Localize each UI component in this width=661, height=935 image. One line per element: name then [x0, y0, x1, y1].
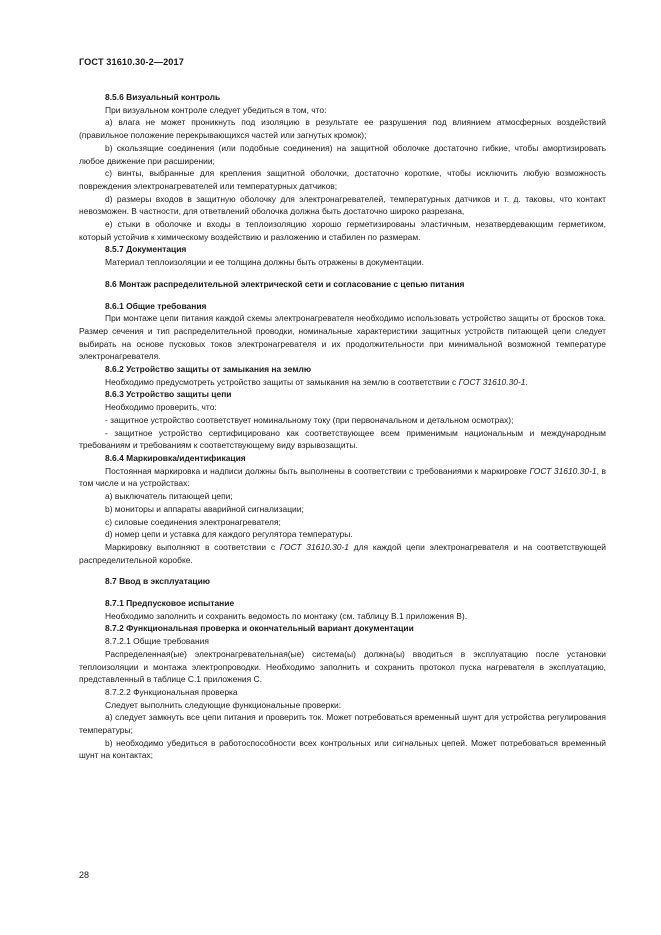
- section-heading-8-6-2: 8.6.2 Устройство защиты от замыкания на землю: [105, 364, 312, 375]
- list-item: b) мониторы и аппараты аварийной сигнализации;: [105, 503, 304, 514]
- section-heading-8-6-3: 8.6.3 Устройство защиты цепи: [105, 389, 232, 400]
- section-heading-8-6-4: 8.6.4 Маркировка/идентификация: [105, 452, 246, 463]
- section-heading-8-7: 8.7 Ввод в эксплуатацию: [105, 576, 211, 587]
- document-body: [79, 91, 606, 762]
- section-heading-8-7-1: 8.7.1 Предпусковое испытание: [105, 598, 235, 609]
- paragraph-text: Необходимо предусмотреть устройство защиты от замыкания на землю в соответствии с: [105, 376, 459, 387]
- paragraph-text: Маркировку выполняют в соответствии с: [105, 541, 280, 552]
- subsection-heading-8-7-2-1: 8.7.2.1 Общие требования: [105, 636, 209, 647]
- list-item: - защитное устройство сертифицировано как соответствующее всем применимым национальным и международным требованиям и требованиям к соответствующему виду взрывозащиты.: [79, 427, 606, 451]
- section-heading-8-6-1: 8.6.1 Общие требования: [105, 300, 207, 311]
- paragraph: При визуальном контроле следует убедиться в том, что:: [105, 104, 327, 115]
- standard-reference: ГОСТ 31610.30-1: [458, 376, 526, 387]
- paragraph-text: Постоянная маркировка и надписи должны быть выполнены в соответствии с требованиями к маркировке: [105, 465, 530, 476]
- list-item: c) винты, выбранные для крепления защитной оболочки, достаточно короткие, чтобы исключить любую возможность повреждения электронагревателей или температурных датчиков;: [79, 168, 606, 191]
- paragraph: Необходимо проверить, что:: [105, 402, 217, 413]
- paragraph: [79, 465, 606, 490]
- paragraph-text: , в том числе и на устройствах:: [79, 465, 606, 489]
- list-item: b) необходимо убедиться в работоспособности всех контрольных или сигнальных цепей. Может потребоваться временный шунт на контактах;: [79, 737, 606, 761]
- paragraph: Следует выполнить следующие функциональные проверки:: [105, 699, 342, 710]
- section-heading-8-7-2: 8.7.2 Функциональная проверка и окончательный вариант документации: [105, 623, 414, 634]
- section-heading-8-6: 8.6 Монтаж распределительной электрической сети и согласование с цепью питания: [105, 278, 465, 289]
- paragraph: Необходимо заполнить и сохранить ведомость по монтажу (см. таблицу В.1 приложения В).: [105, 610, 468, 621]
- paragraph: [79, 376, 606, 389]
- list-item: c) силовые соединения электронагревателя;: [105, 516, 281, 527]
- list-item: а) влага не может проникнуть под изоляцию в результате ее разрушения под влиянием атмосферных воздействий (правильное положение перекрывающихся частей или загнутых кромок);: [79, 117, 606, 141]
- document-header: ГОСТ 31610.30-2—2017: [79, 57, 184, 67]
- standard-reference: ГОСТ 31610.30-1: [529, 465, 597, 476]
- paragraph: Распределенная(ые) электронагревательная(ые) система(ы) должна(ы) вводиться в эксплуатацию после установки теплоизоляции и монтажа электропроводки. Необходимо заполнить и сохранить протокол пуска нагревателя в эксплуатацию, представленный в таблице С.1 приложения С.: [79, 648, 606, 685]
- paragraph: Материал теплоизоляции и ее толщина должны быть отражены в документации.: [105, 257, 424, 268]
- paragraph: [79, 541, 606, 566]
- section-heading-8-5-7: 8.5.7 Документация: [105, 244, 187, 255]
- standard-reference: ГОСТ 31610.30-1: [279, 541, 349, 552]
- paragraph: При монтаже цепи питания каждой схемы электронагревателя необходимо использовать устройство защиты от бросков тока. Размер сечения и тип распределительной проводки, номинальные характеристики защитных устройств питающей цепи следует выбирать на основе пусковых токов электронагревателя и их продолжительности при минимальной возможной температуре электронагревателя.: [79, 313, 606, 362]
- list-item: d) размеры входов в защитную оболочку для электронагревателей, температурных датчиков и т. д. таковы, что контакт невозможен. В частности, для ответвлений оболочка должна быть достаточно широко разрезана,: [79, 193, 606, 217]
- paragraph-text: для каждой цепи электронагревателя и на соответствующей распределительной коробке.: [79, 541, 606, 565]
- list-item: а) следует замкнуть все цепи питания и проверить ток. Может потребоваться временный шунт для устройства регулирования температуры;: [79, 712, 606, 736]
- page-number: 28: [79, 870, 90, 880]
- paragraph-text: .: [525, 376, 528, 387]
- list-item: d) номер цепи и уставка для каждого регулятора температуры.: [105, 529, 353, 540]
- list-item: а) выключатель питающей цепи;: [105, 491, 233, 502]
- list-item: - защитное устройство соответствует номинальному току (при первоначальном и детальном осмотрах);: [105, 414, 514, 425]
- section-heading-8-5-6: 8.5.6 Визуальный контроль: [105, 92, 221, 102]
- subsection-heading-8-7-2-2: 8.7.2.2 Функциональная проверка: [105, 686, 238, 697]
- list-item: e) стыки в оболочке и входы в теплоизоляцию хорошо герметизированы эластичным, незатвердевающим герметиком, который устойчив к химическому воздействию и разложению и стабилен по размерам.: [79, 219, 606, 242]
- list-item: b) скользящие соединения (или подобные соединения) на защитной оболочке достаточно гибкие, чтобы амортизировать любое движение при расширении;: [79, 142, 606, 166]
